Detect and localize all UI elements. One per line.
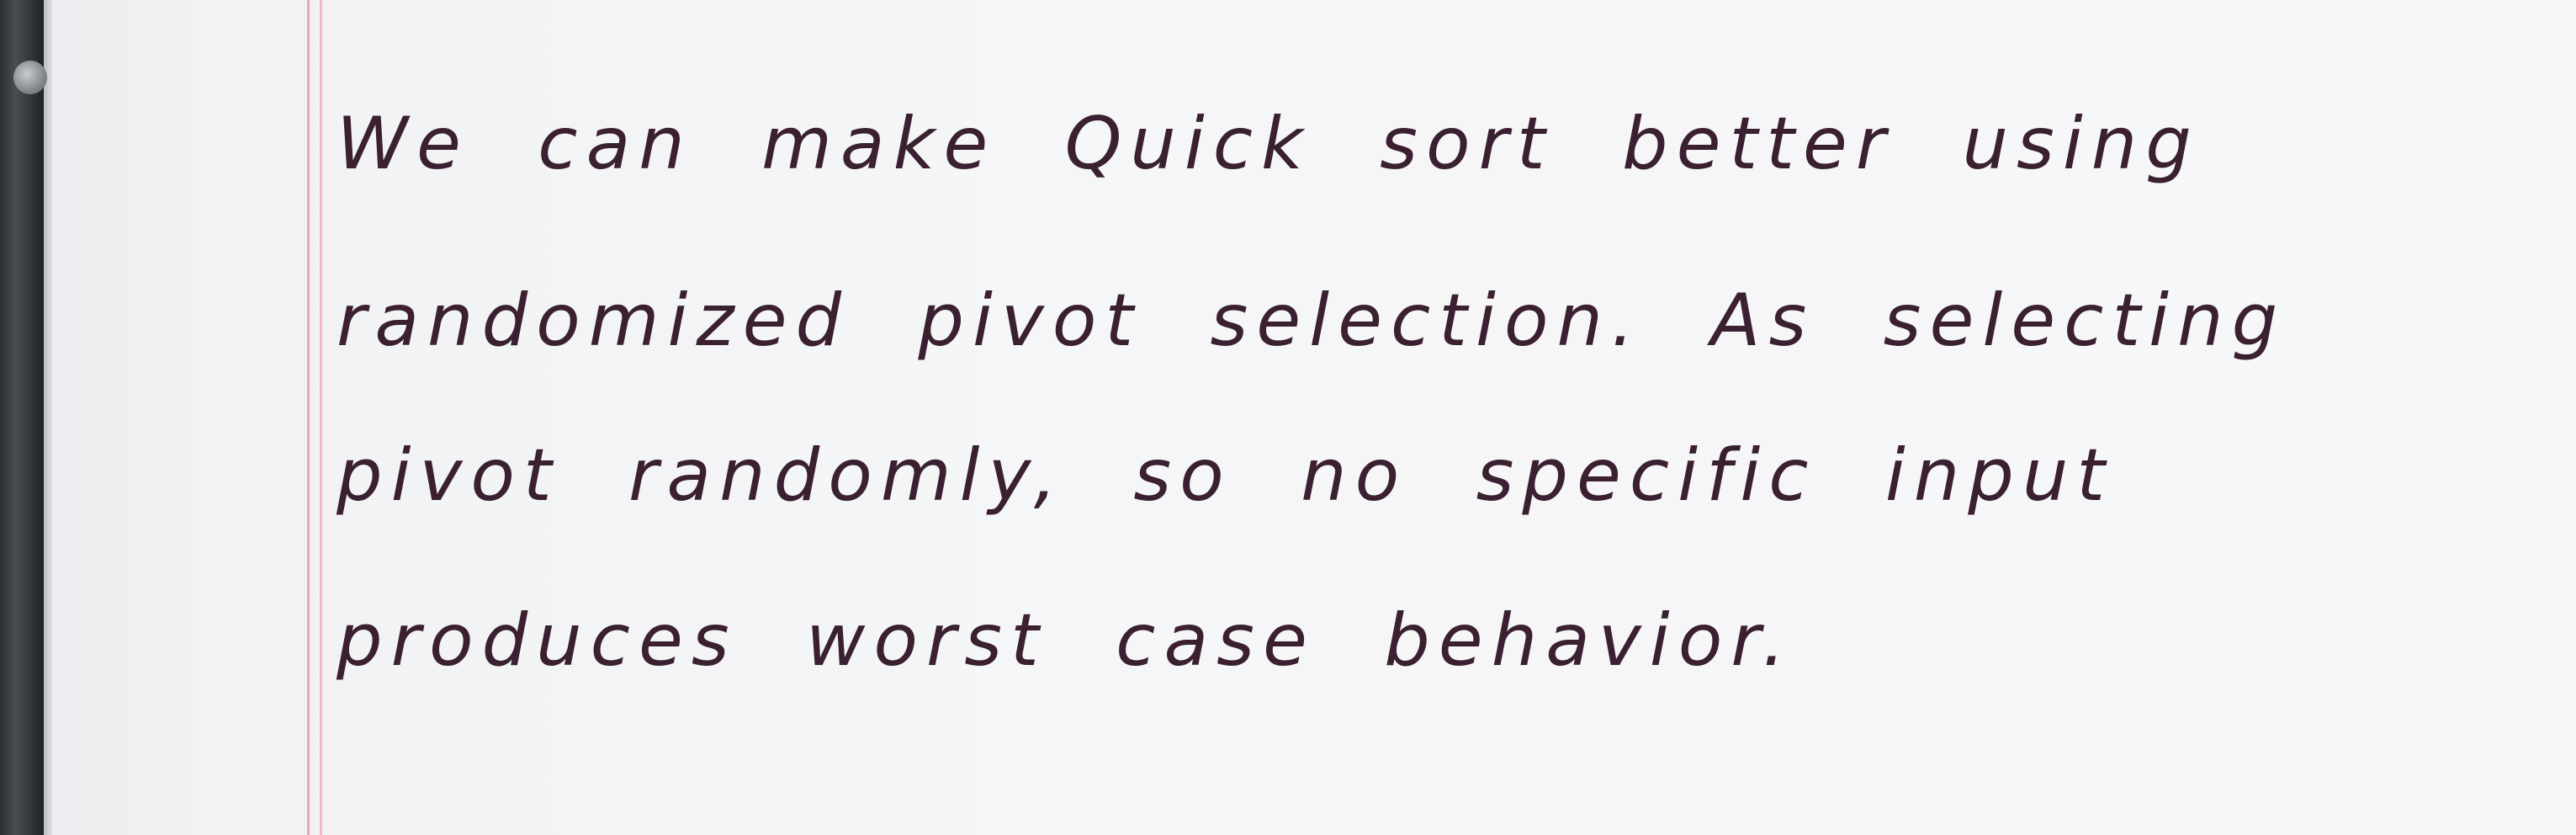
page-edge bbox=[44, 0, 52, 835]
handwritten-line-4: produces worst case behavior. bbox=[337, 598, 1794, 683]
margin-rule-left bbox=[307, 0, 310, 835]
handwritten-line-3: pivot randomly, so no specific input bbox=[337, 433, 2114, 518]
handwritten-line-2: randomized pivot selection. As selecting bbox=[337, 279, 2287, 363]
binder-ring-icon bbox=[13, 61, 47, 94]
handwritten-line-1: We can make Quick sort better using bbox=[337, 102, 2200, 186]
margin-rule-right bbox=[320, 0, 322, 835]
binder-spine bbox=[0, 0, 44, 835]
